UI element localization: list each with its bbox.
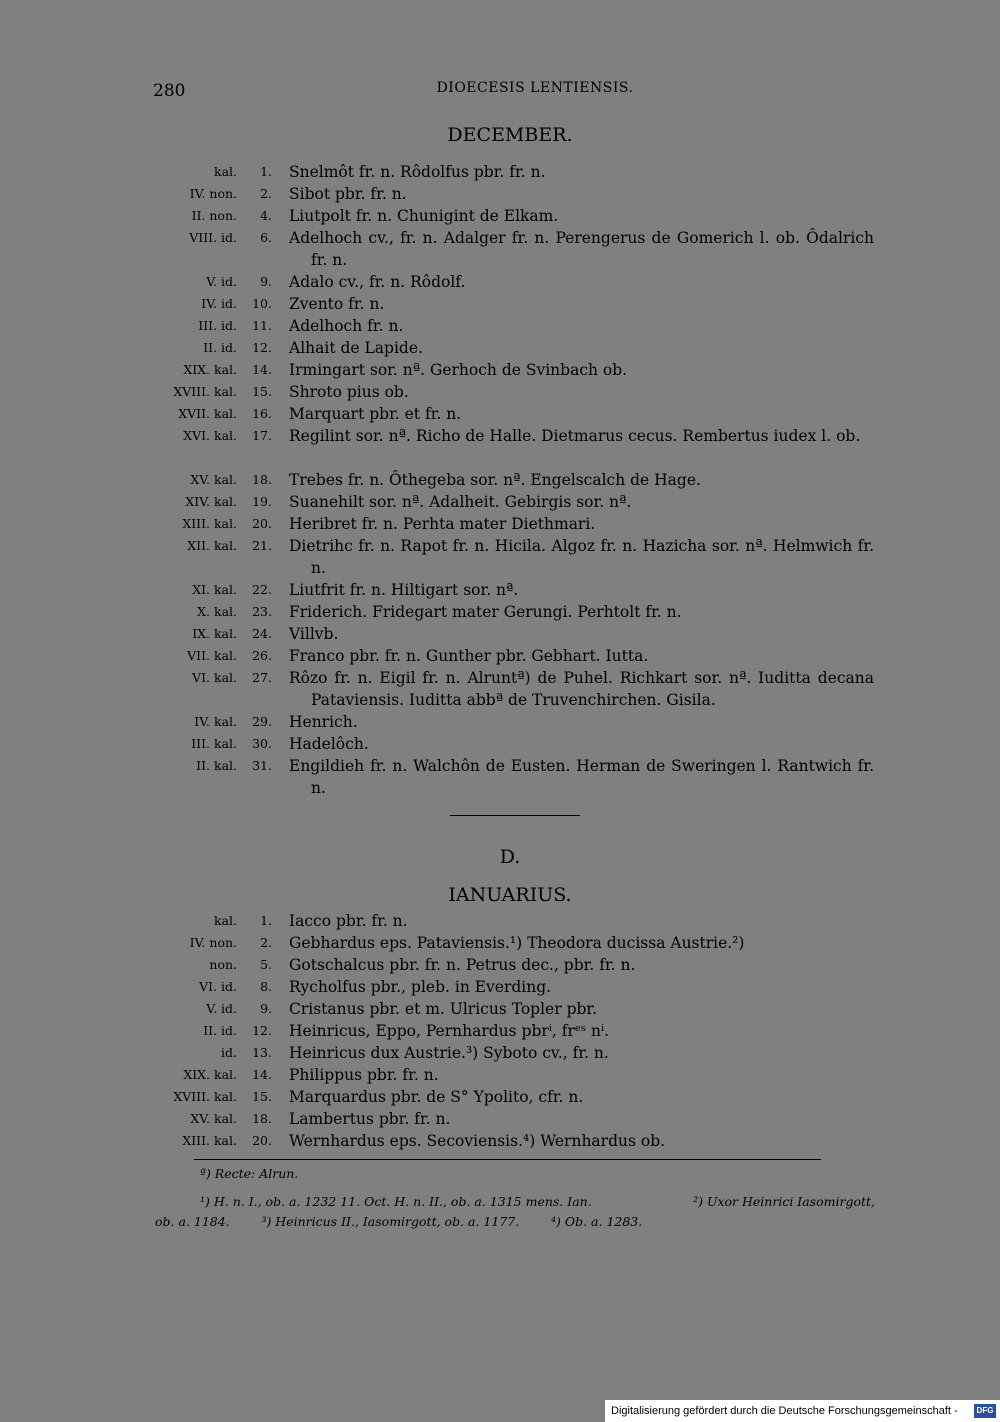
december-title: DECEMBER. [447, 124, 573, 146]
calendar-entry [0, 381, 1000, 403]
calendar-entry [0, 161, 1000, 183]
calendar-entry [0, 1086, 1000, 1108]
calendar-entry [0, 1042, 1000, 1064]
ianuarius-title: IANUARIUS. [448, 884, 572, 906]
entry-day: 1. [260, 164, 272, 179]
entry-text: Marquart pbr. et fr. n. [289, 405, 462, 423]
calendar-entry [0, 513, 1000, 535]
section-letter: D. [499, 846, 521, 868]
entry-date: VII. kal. [187, 648, 237, 663]
calendar-entry [0, 998, 1000, 1020]
entry-date: IV. non. [189, 935, 237, 950]
entry-date: XII. kal. [187, 538, 237, 553]
entry-day: 2. [260, 935, 272, 950]
entry-day: 29. [252, 714, 272, 729]
calendar-entry [0, 359, 1000, 381]
footnote-rule [194, 1159, 821, 1160]
entry-date: X. kal. [197, 604, 237, 619]
calendar-entry [0, 271, 1000, 293]
entry-text: Marquardus pbr. de S° Ypolito, cfr. n. [289, 1088, 584, 1106]
entry-day: 5. [260, 957, 272, 972]
entry-date: XIII. kal. [182, 516, 237, 531]
entry-day: 24. [252, 626, 272, 641]
entry-date: XI. kal. [192, 582, 237, 597]
entry-text: Heribret fr. n. Perhta mater Diethmari. [289, 515, 596, 533]
calendar-entry [0, 337, 1000, 359]
entry-date: IX. kal. [192, 626, 237, 641]
entry-text: Adalo cv., fr. n. Rôdolf. [289, 273, 466, 291]
entry-text: Regilint sor. nª. Richo de Halle. Dietmarus cecus. Rembertus iudex l. ob. [289, 427, 861, 445]
entry-text: Adelhoch cv., fr. n. Adalger fr. n. Perengerus de Gomerich l. ob. Ôdalrich fr. n. [289, 229, 874, 269]
entry-text: Trebes fr. n. Ôthegeba sor. nª. Engelscalch de Hage. [289, 471, 701, 489]
entry-date: II. non. [191, 208, 237, 223]
entry-day: 19. [252, 494, 272, 509]
calendar-entry [0, 623, 1000, 645]
entry-text: Philippus pbr. fr. n. [289, 1066, 439, 1084]
entry-date: II. id. [203, 340, 237, 355]
entry-text: Shroto pius ob. [289, 383, 409, 401]
footnote-a: ª) Recte: Alrun. [200, 1166, 299, 1181]
entry-text: Engildieh fr. n. Walchôn de Eusten. Herman de Sweringen l. Rantwich fr. n. [289, 757, 874, 797]
entry-text: Rycholfus pbr., pleb. in Everding. [289, 978, 552, 996]
calendar-entry [0, 976, 1000, 998]
calendar-entry [0, 293, 1000, 315]
entry-text: Cristanus pbr. et m. Ulricus Topler pbr. [289, 1000, 598, 1018]
entry-date: XIX. kal. [183, 362, 237, 377]
entry-text: Lambertus pbr. fr. n. [289, 1110, 451, 1128]
calendar-entry [0, 1108, 1000, 1130]
entry-date: XIX. kal. [183, 1067, 237, 1082]
entry-text: Heinricus dux Austrie.³) Syboto cv., fr. n. [289, 1044, 609, 1062]
entry-text: Suanehilt sor. nª. Adalheit. Gebirgis sor. nª. [289, 493, 632, 511]
calendar-entry [0, 910, 1000, 932]
entry-date: III. kal. [191, 736, 237, 751]
entry-date: IV. non. [189, 186, 237, 201]
entry-date: XIII. kal. [182, 1133, 237, 1148]
entry-day: 31. [252, 758, 272, 773]
calendar-entry [0, 645, 1000, 667]
entry-text: Rôzo fr. n. Eigil fr. n. Alruntª) de Puhel. Richkart sor. nª. Iuditta decana Pataviensis. Iuditta abbª de Truvenchirchen. Gisila. [289, 669, 874, 709]
footnote-line-2: ob. a. 1184. ³) Heinricus II., Iasomirgott, ob. a. 1177. ⁴) Ob. a. 1283. [155, 1214, 643, 1229]
entry-day: 22. [252, 582, 272, 597]
entry-day: 17. [252, 428, 272, 443]
entry-day: 18. [252, 1111, 272, 1126]
calendar-entry [0, 667, 1000, 711]
entry-day: 14. [252, 1067, 272, 1082]
running-head: DIOECESIS LENTIENSIS. [436, 80, 634, 96]
entry-day: 20. [252, 1133, 272, 1148]
entry-date: II. kal. [196, 758, 237, 773]
entry-day: 13. [252, 1045, 272, 1060]
entry-day: 10. [252, 296, 272, 311]
entry-text: Hadelôch. [289, 735, 369, 753]
entry-text: Liutfrit fr. n. Hiltigart sor. nª. [289, 581, 519, 599]
entry-date: XVIII. kal. [173, 384, 237, 399]
entry-day: 12. [252, 1023, 272, 1038]
calendar-entry [0, 205, 1000, 227]
entry-day: 9. [260, 1001, 272, 1016]
entry-date: XVI. kal. [183, 428, 237, 443]
entry-text: Adelhoch fr. n. [289, 317, 404, 335]
calendar-entry [0, 1064, 1000, 1086]
dfg-logo-icon: DFG [974, 1404, 996, 1418]
entry-text: Villvb. [289, 625, 339, 643]
calendar-entry [0, 469, 1000, 491]
entry-text: Henrich. [289, 713, 358, 731]
calendar-entry [0, 183, 1000, 205]
entry-date: V. id. [206, 1001, 237, 1016]
entry-day: 21. [252, 538, 272, 553]
entry-day: 15. [252, 384, 272, 399]
digitization-footer [605, 1400, 1000, 1422]
entry-date: VIII. id. [189, 230, 237, 245]
entry-day: 15. [252, 1089, 272, 1104]
entry-date: non. [209, 957, 237, 972]
calendar-entry [0, 932, 1000, 954]
entry-text: Franco pbr. fr. n. Gunther pbr. Gebhart. Iutta. [289, 647, 649, 665]
entry-text: Liutpolt fr. n. Chunigint de Elkam. [289, 207, 559, 225]
calendar-entry [0, 711, 1000, 733]
calendar-entry [0, 403, 1000, 425]
entry-date: kal. [214, 913, 237, 928]
calendar-entry [0, 579, 1000, 601]
entry-date: XVII. kal. [178, 406, 237, 421]
entry-date: XV. kal. [190, 1111, 237, 1126]
calendar-entry [0, 535, 1000, 579]
entry-text: Dietrihc fr. n. Rapot fr. n. Hicila. Algoz fr. n. Hazicha sor. nª. Helmwich fr. n. [289, 537, 874, 577]
december-entries [0, 161, 1000, 799]
entry-day: 11. [252, 318, 272, 333]
calendar-entry [0, 954, 1000, 976]
section-divider [450, 815, 580, 816]
entry-date: II. id. [203, 1023, 237, 1038]
calendar-entry [0, 491, 1000, 513]
entry-date: XVIII. kal. [173, 1089, 237, 1104]
entry-day: 20. [252, 516, 272, 531]
calendar-entry [0, 601, 1000, 623]
calendar-entry [0, 733, 1000, 755]
entry-date: VI. kal. [192, 670, 237, 685]
entry-date: IV. id. [201, 296, 237, 311]
entry-date: III. id. [198, 318, 237, 333]
entry-text: Snelmôt fr. n. Rôdolfus pbr. fr. n. [289, 163, 546, 181]
calendar-entry [0, 1130, 1000, 1152]
entry-date: kal. [214, 164, 237, 179]
footer-text: Digitalisierung gefördert durch die Deutsche Forschungsgemeinschaft - [611, 1405, 958, 1417]
entry-day: 1. [260, 913, 272, 928]
entry-text: Gebhardus eps. Pataviensis.¹) Theodora ducissa Austrie.²) [289, 934, 745, 952]
entry-day: 14. [252, 362, 272, 377]
calendar-entry [0, 315, 1000, 337]
entry-day: 23. [252, 604, 272, 619]
entry-day: 26. [252, 648, 272, 663]
entry-day: 9. [260, 274, 272, 289]
calendar-entry [0, 425, 1000, 469]
entry-date: VI. id. [199, 979, 237, 994]
entry-date: XV. kal. [190, 472, 237, 487]
entry-text: Alhait de Lapide. [289, 339, 423, 357]
ianuarius-entries [0, 910, 1000, 1152]
entry-text: Gotschalcus pbr. fr. n. Petrus dec., pbr. fr. n. [289, 956, 636, 974]
entry-text: Zvento fr. n. [289, 295, 385, 313]
entry-text: Wernhardus eps. Secoviensis.⁴) Wernhardus ob. [289, 1132, 666, 1150]
entry-text: Friderich. Fridegart mater Gerungi. Perhtolt fr. n. [289, 603, 682, 621]
entry-day: 6. [260, 230, 272, 245]
entry-day: 12. [252, 340, 272, 355]
entry-day: 4. [260, 208, 272, 223]
calendar-entry [0, 1020, 1000, 1042]
entry-day: 2. [260, 186, 272, 201]
calendar-entry [0, 227, 1000, 271]
footnote-line-1-right: ²) Uxor Heinrici Iasomirgott, [693, 1194, 875, 1209]
footnote-line-1: ¹) H. n. I., ob. a. 1232 11. Oct. H. n. II., ob. a. 1315 mens. Ian. [200, 1194, 592, 1209]
entry-day: 8. [260, 979, 272, 994]
entry-date: V. id. [206, 274, 237, 289]
entry-text: Sibot pbr. fr. n. [289, 185, 407, 203]
entry-date: IV. kal. [194, 714, 237, 729]
entry-day: 16. [252, 406, 272, 421]
entry-text: Heinricus, Eppo, Pernhardus pbrⁱ, frᵉˢ nⁱ. [289, 1022, 610, 1040]
entry-text: Iacco pbr. fr. n. [289, 912, 408, 930]
entry-date: id. [221, 1045, 237, 1060]
entry-date: XIV. kal. [185, 494, 237, 509]
entry-day: 18. [252, 472, 272, 487]
entry-text: Irmingart sor. nª. Gerhoch de Svinbach ob. [289, 361, 628, 379]
entry-day: 27. [252, 670, 272, 685]
calendar-entry [0, 755, 1000, 799]
page-number: 280 [153, 81, 186, 101]
entry-day: 30. [252, 736, 272, 751]
